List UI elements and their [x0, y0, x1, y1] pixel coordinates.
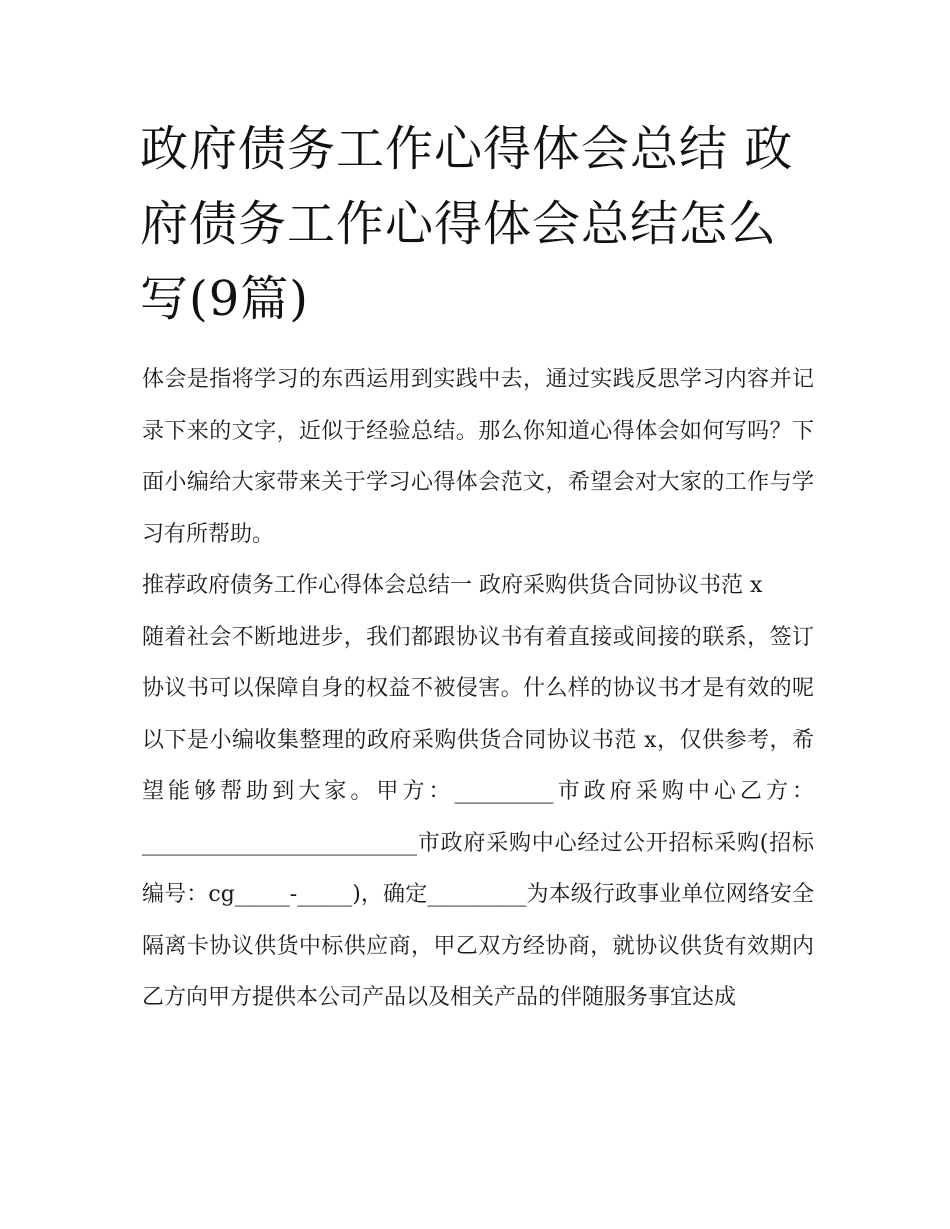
- section-heading: 推荐政府债务工作心得体会总结一 政府采购供货合同协议书范 x: [142, 573, 763, 598]
- document-content: [142, 354, 814, 1024]
- intro-paragraph: 体会是指将学习的东西运用到实践中去，通过实践反思学习内容并记录下来的文字，近似于经验总结。那么你知道心得体会如何写吗？下面小编给大家带来关于学习心得体会范文，希望会对大家的工作与学习有所帮助。: [142, 367, 814, 547]
- body-paragraph: 随着社会不断地进步，我们都跟协议书有着直接或间接的联系，签订协议书可以保障自身的权益不被侵害。什么样的协议书才是有效的呢以下是小编收集整理的政府采购供货合同协议书范 x，仅供参考，希望能够帮助到大家。甲方：_________市政府采购中心乙方：_________________________市政府采购中心经过公开招标采购(招标编号：cg_____-_____)，确定_________为本级行政事业单位网络安全隔离卡协议供货中标供应商，甲乙双方经协商，就协议供货有效期内乙方向甲方提供本公司产品以及相关产品的伴随服务事宜达成: [142, 624, 814, 1010]
- document-title: 政府债务工作心得体会总结 政府债务工作心得体会总结怎么写(9篇): [140, 121, 794, 327]
